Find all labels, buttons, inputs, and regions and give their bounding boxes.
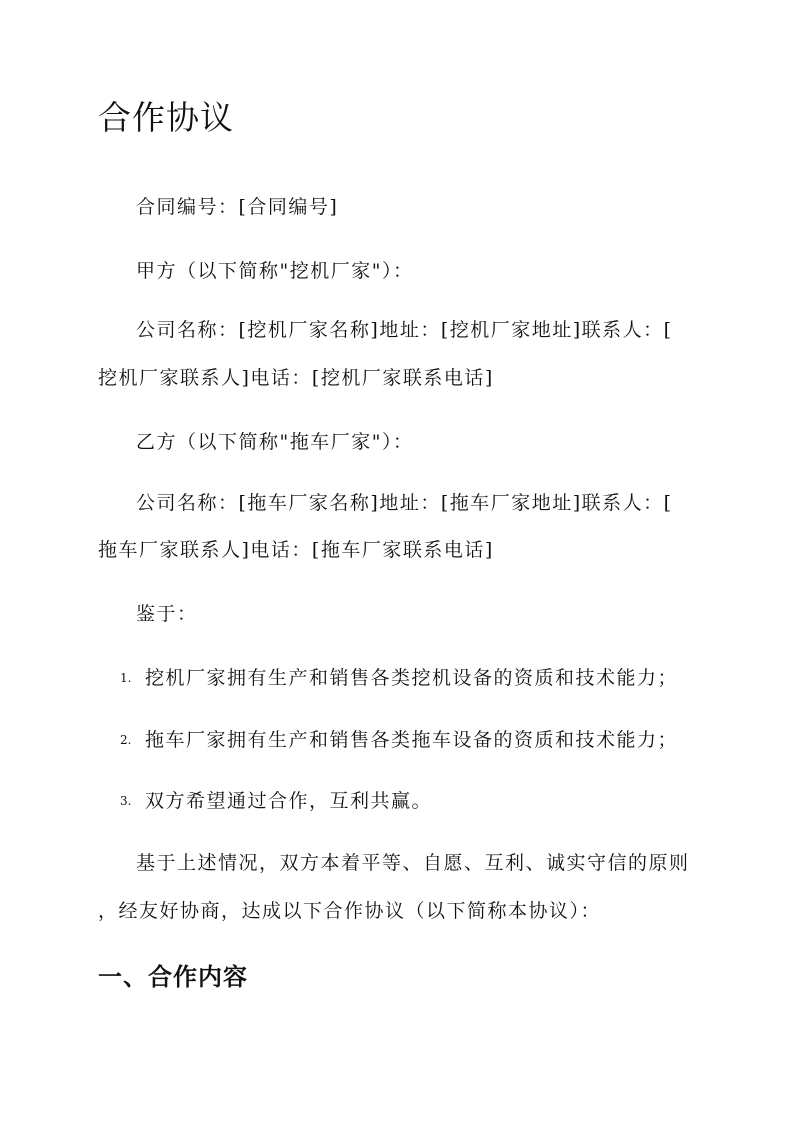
list-item-text: 拖车厂家拥有生产和销售各类拖车设备的资质和技术能力； <box>145 729 679 751</box>
basis-line-2: ，经友好协商，达成以下合作协议（以下简称本协议）： <box>98 900 602 922</box>
party-b-info-line-2: 拖车厂家联系人]电话：[拖车厂家联系电话] <box>98 539 494 561</box>
section-heading-cooperation-content: 一、合作内容 <box>98 962 248 991</box>
document-title: 合作协议 <box>98 98 234 137</box>
party-a-heading: 甲方（以下简称"挖机厂家"）： <box>136 260 414 282</box>
party-b-heading: 乙方（以下简称"拖车厂家"）： <box>136 431 414 453</box>
contract-number-line: 合同编号：[合同编号] <box>136 196 339 218</box>
list-item-number: 2. <box>120 733 132 747</box>
party-a-info-line-1: 公司名称：[挖机厂家名称]地址：[挖机厂家地址]联系人：[ <box>136 319 673 341</box>
list-item-text: 双方希望通过合作，互利共赢。 <box>145 790 433 812</box>
party-b-info-line-1: 公司名称：[拖车厂家名称]地址：[拖车厂家地址]联系人：[ <box>136 492 673 514</box>
whereas-label: 鉴于： <box>136 603 198 625</box>
list-item-number: 1. <box>120 671 132 685</box>
list-item-text: 挖机厂家拥有生产和销售各类挖机设备的资质和技术能力； <box>145 667 679 689</box>
list-item-number: 3. <box>120 794 132 808</box>
party-a-info-line-2: 挖机厂家联系人]电话：[挖机厂家联系电话] <box>98 367 494 389</box>
basis-line-1: 基于上述情况，双方本着平等、自愿、互利、诚实守信的原则 <box>136 852 690 874</box>
